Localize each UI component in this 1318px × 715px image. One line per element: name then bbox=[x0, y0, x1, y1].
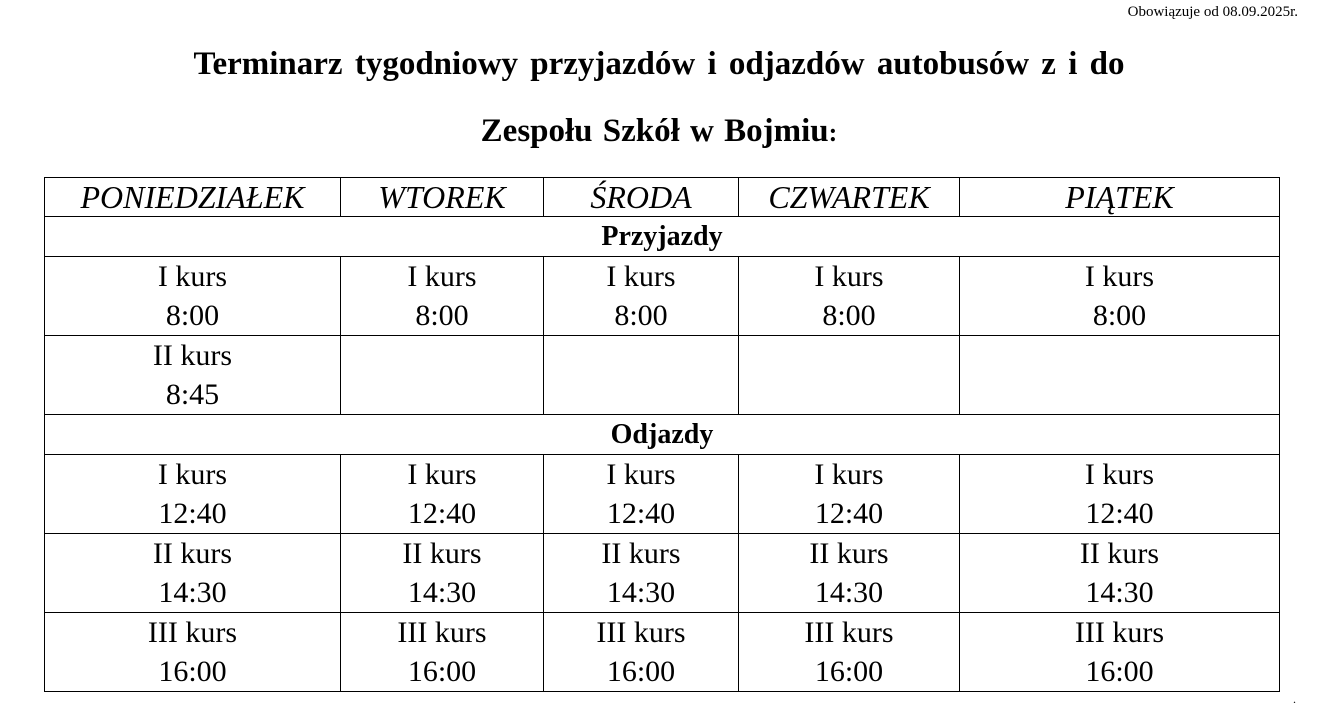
empty-schedule-cell bbox=[960, 336, 1280, 415]
schedule-cell bbox=[544, 534, 739, 613]
schedule-cell bbox=[45, 613, 341, 692]
course-time: 12:40 bbox=[158, 497, 227, 530]
course-time: 12:40 bbox=[606, 497, 676, 530]
arrivals-row bbox=[45, 336, 1280, 415]
course-time: 8:45 bbox=[165, 378, 220, 411]
course-time: 8:00 bbox=[165, 299, 220, 332]
departures-section-row bbox=[45, 415, 1280, 455]
course-label: II kurs bbox=[601, 537, 681, 570]
schedule-cell bbox=[45, 455, 341, 534]
course-label: II kurs bbox=[152, 339, 233, 372]
day-header-row bbox=[45, 178, 1280, 217]
course-time: 14:30 bbox=[606, 576, 676, 609]
course-time: 14:30 bbox=[1085, 576, 1154, 609]
day-header-monday: PONIEDZIAŁEK bbox=[45, 178, 341, 217]
departures-row bbox=[45, 455, 1280, 534]
schedule-cell bbox=[45, 257, 341, 336]
departures-row bbox=[45, 613, 1280, 692]
course-label: III kurs bbox=[596, 616, 686, 649]
arrivals-section-label: Przyjazdy bbox=[45, 217, 1280, 257]
course-label: II kurs bbox=[1079, 537, 1160, 570]
departures-row bbox=[45, 534, 1280, 613]
departures-section-label: Odjazdy bbox=[45, 415, 1280, 455]
course-time: 12:40 bbox=[407, 497, 477, 530]
day-header-thursday: CZWARTEK bbox=[739, 178, 960, 217]
page-title-colon: : bbox=[828, 118, 838, 147]
course-label: II kurs bbox=[402, 537, 482, 570]
course-label: I kurs bbox=[606, 458, 676, 491]
course-label: I kurs bbox=[407, 260, 477, 293]
course-label: I kurs bbox=[1084, 458, 1155, 491]
day-header-wednesday: ŚRODA bbox=[544, 178, 739, 217]
bus-schedule-table bbox=[44, 177, 1280, 692]
empty-schedule-cell bbox=[341, 336, 544, 415]
schedule-cell bbox=[45, 336, 341, 415]
schedule-cell bbox=[544, 455, 739, 534]
schedule-cell bbox=[544, 613, 739, 692]
course-label: II kurs bbox=[809, 537, 889, 570]
schedule-cell bbox=[960, 613, 1280, 692]
schedule-cell bbox=[544, 257, 739, 336]
day-header-tuesday: WTOREK bbox=[341, 178, 544, 217]
course-label: I kurs bbox=[157, 260, 228, 293]
schedule-cell bbox=[341, 455, 544, 534]
effective-date: Obowiązuje od 08.09.2025r. bbox=[1127, 4, 1298, 20]
course-time: 16:00 bbox=[606, 655, 676, 688]
course-label: I kurs bbox=[606, 260, 676, 293]
page-title-school: Zespołu Szkół w Bojmiu bbox=[480, 113, 829, 149]
arrivals-section-row bbox=[45, 217, 1280, 257]
page-title-line-2 bbox=[0, 113, 1318, 150]
day-header-friday: PIĄTEK bbox=[960, 178, 1280, 217]
schedule-cell bbox=[960, 455, 1280, 534]
course-time: 16:00 bbox=[407, 655, 477, 688]
arrivals-row bbox=[45, 257, 1280, 336]
course-time: 16:00 bbox=[1085, 655, 1154, 688]
course-time: 14:30 bbox=[158, 576, 227, 609]
course-label: III kurs bbox=[804, 616, 894, 649]
course-label: I kurs bbox=[814, 260, 884, 293]
schedule-cell bbox=[739, 455, 960, 534]
schedule-cell bbox=[739, 257, 960, 336]
course-label: III kurs bbox=[1074, 616, 1165, 649]
schedule-cell bbox=[960, 534, 1280, 613]
course-label: III kurs bbox=[397, 616, 487, 649]
course-label: I kurs bbox=[1084, 260, 1155, 293]
course-label: I kurs bbox=[814, 458, 884, 491]
course-time: 12:40 bbox=[1085, 497, 1154, 530]
page-title-line-1: Terminarz tygodniowy przyjazdów i odjazdów autobusów z i do bbox=[193, 46, 1125, 82]
schedule-cell bbox=[960, 257, 1280, 336]
schedule-cell bbox=[45, 534, 341, 613]
schedule-cell bbox=[341, 613, 544, 692]
course-label: I kurs bbox=[407, 458, 477, 491]
course-time: 16:00 bbox=[814, 655, 884, 688]
course-time: 14:30 bbox=[814, 576, 884, 609]
schedule-cell bbox=[341, 534, 544, 613]
course-time: 14:30 bbox=[407, 576, 477, 609]
course-time: 8:00 bbox=[614, 299, 668, 332]
schedule-cell bbox=[739, 534, 960, 613]
course-time: 16:00 bbox=[158, 655, 227, 688]
empty-schedule-cell bbox=[739, 336, 960, 415]
schedule-cell bbox=[739, 613, 960, 692]
bottom-mark: . bbox=[1293, 692, 1296, 706]
course-label: III kurs bbox=[147, 616, 238, 649]
course-label: II kurs bbox=[152, 537, 233, 570]
course-time: 8:00 bbox=[415, 299, 469, 332]
empty-schedule-cell bbox=[544, 336, 739, 415]
schedule-cell bbox=[341, 257, 544, 336]
course-time: 8:00 bbox=[822, 299, 876, 332]
course-time: 8:00 bbox=[1092, 299, 1147, 332]
course-time: 12:40 bbox=[814, 497, 884, 530]
course-label: I kurs bbox=[157, 458, 228, 491]
